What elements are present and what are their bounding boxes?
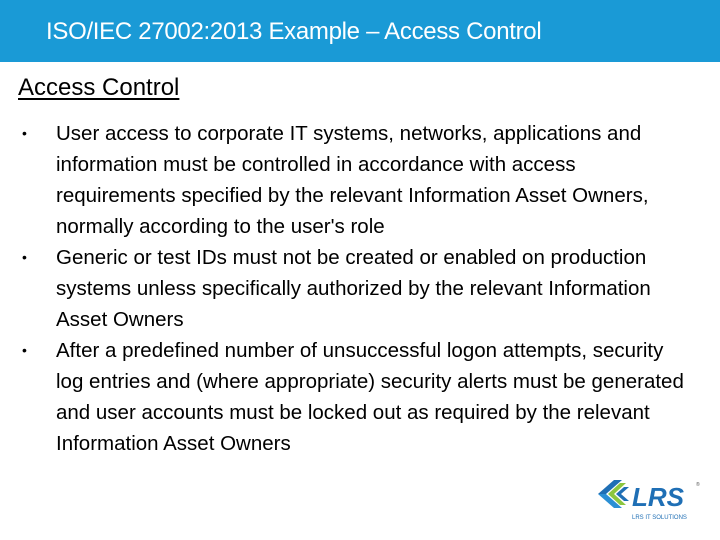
slide-title: ISO/IEC 27002:2013 Example – Access Control — [46, 18, 542, 45]
svg-text:®: ® — [696, 482, 700, 488]
bullet-item — [0, 335, 686, 459]
logo-wordmark: LRS — [632, 482, 684, 512]
bullet-icon: • — [22, 342, 27, 358]
bullet-text: Generic or test IDs must not be created or enabled on production systems unless specifically authorized by the relevant Information Asset Owners — [56, 246, 651, 331]
bullet-icon: • — [22, 125, 27, 141]
logo-tagline: LRS IT SOLUTIONS — [632, 515, 687, 521]
bullet-text: User access to corporate IT systems, networks, applications and information must be controlled in accordance with access requirements specified by the relevant Information Asset Owners, normally according to the user's role — [56, 122, 649, 238]
bullet-item — [0, 118, 686, 242]
lrs-logo-icon — [596, 472, 710, 528]
bullet-list — [0, 118, 720, 459]
bullet-icon: • — [22, 249, 27, 265]
lrs-logo — [596, 472, 710, 528]
bullet-text: After a predefined number of unsuccessful logon attempts, security log entries and (where appropriate) security alerts must be generated and user accounts must be locked out as required by the relevant Information Asset Owners — [56, 339, 684, 455]
section-heading: Access Control — [18, 74, 180, 101]
bullet-item — [0, 242, 686, 335]
slide-header-bar — [0, 0, 720, 62]
